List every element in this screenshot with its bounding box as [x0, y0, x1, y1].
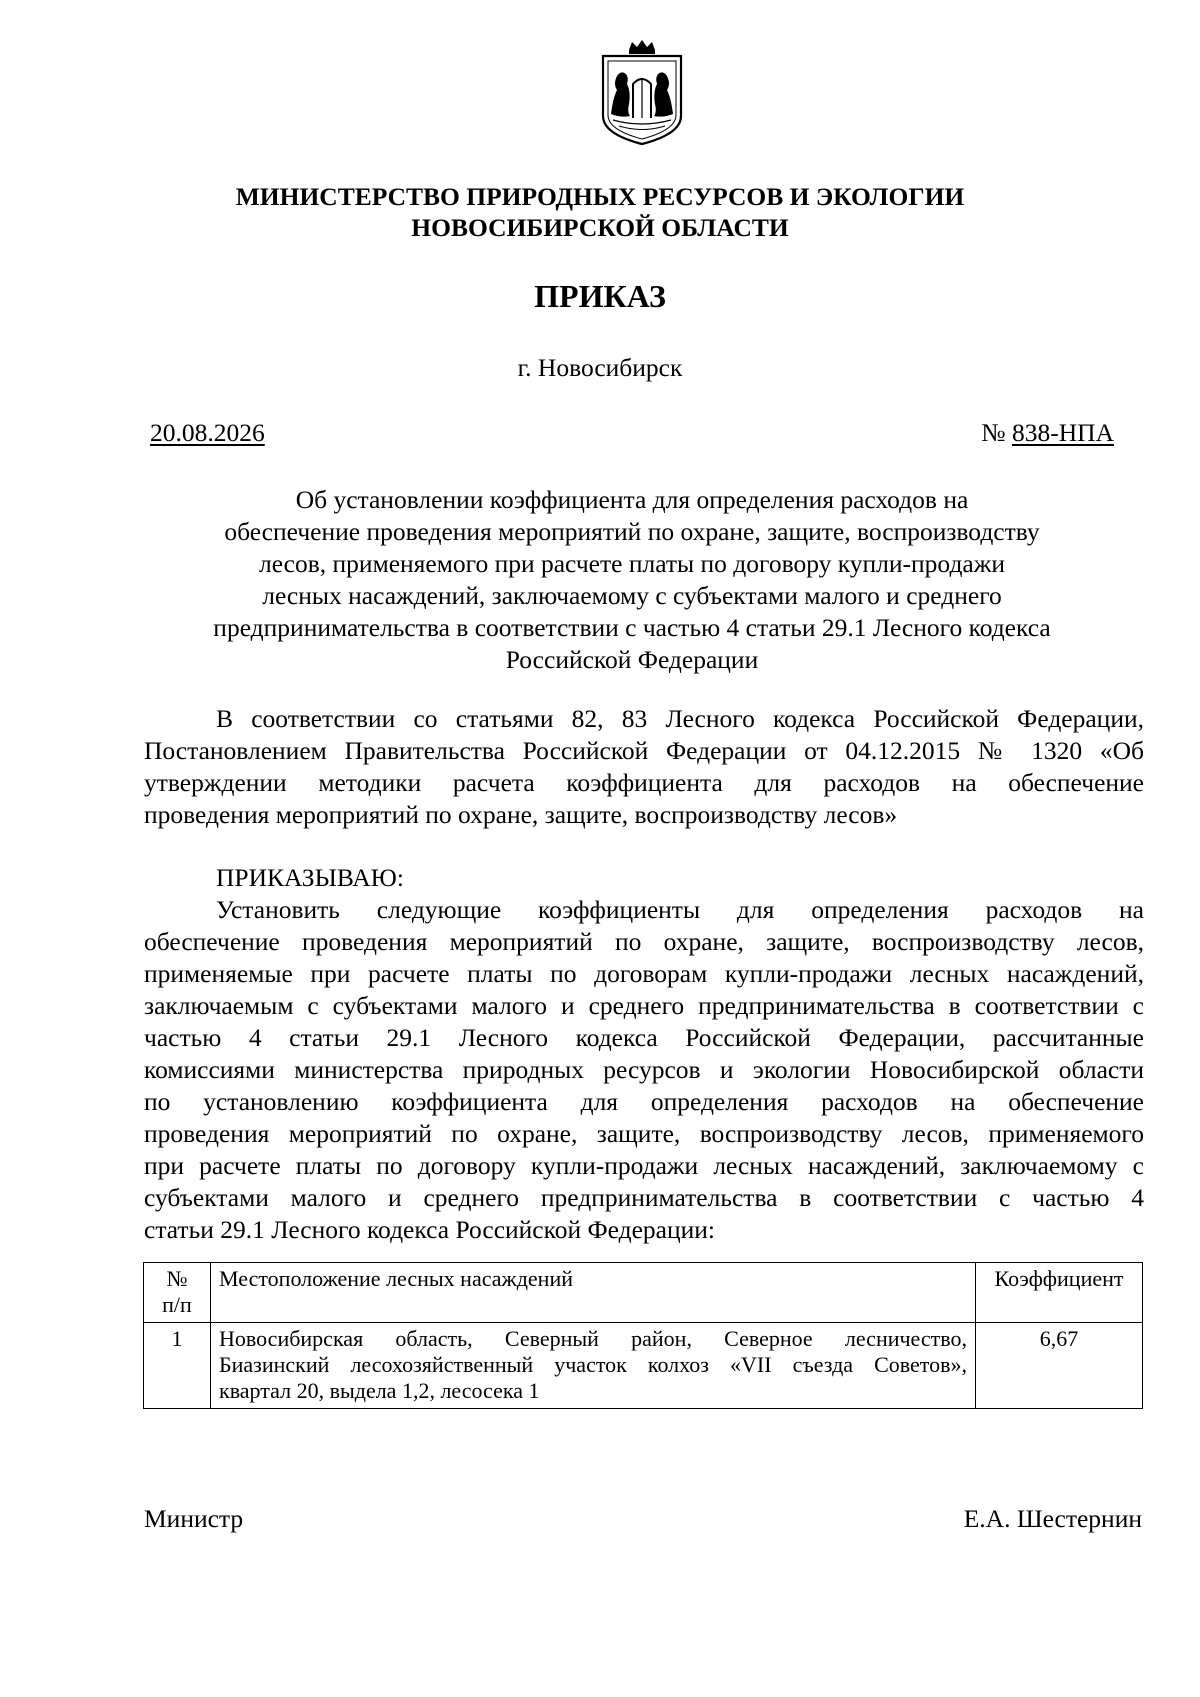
- document-type-title: ПРИКАЗ: [534, 278, 666, 314]
- header-num-line2: п/п: [162, 1292, 192, 1317]
- document-city: г. Новосибирск: [517, 353, 683, 382]
- row-num: 1: [144, 1323, 211, 1409]
- document-number: [981, 418, 1114, 448]
- main-line: Установить следующие коэффициенты для определения расходов на: [216, 895, 1144, 924]
- subject-line: обеспечение проведения мероприятий по охране, защите, воспроизводству: [224, 517, 1040, 546]
- document-date: 20.08.2026: [150, 418, 265, 447]
- header-location: Местоположение лесных насаждений: [211, 1263, 976, 1323]
- subject-line: Об установлении коэффициента для определения расходов на: [295, 485, 969, 514]
- subject-line: лесов, применяемого при расчете платы по договору купли-продажи: [259, 549, 1005, 578]
- main-line: статьи 29.1 Лесного кодекса Российской Федерации:: [144, 1215, 715, 1244]
- subject-line: предпринимательства в соответствии с частью 4 статьи 29.1 Лесного кодекса: [213, 613, 1051, 642]
- main-line: обеспечение проведения мероприятий по охране, защите, воспроизводству лесов,: [144, 927, 1144, 956]
- preamble-line: В соответствии со статьями 82, 83 Лесного кодекса Российской Федерации,: [216, 704, 1144, 733]
- order-word: ПРИКАЗЫВАЮ:: [216, 863, 404, 892]
- header-num: [144, 1263, 211, 1323]
- signatory-name: Е.А. Шестернин: [963, 1504, 1142, 1533]
- number-prefix: №: [981, 418, 1006, 447]
- preamble-line: Постановлением Правительства Российской Федерации от 04.12.2015 № 1320 «Об: [144, 736, 1144, 765]
- coefficient-table: [143, 1262, 1143, 1409]
- number-value: 838-НПА: [1012, 418, 1114, 447]
- subject-line: Российской Федерации: [505, 645, 759, 674]
- main-line: по установлению коэффициента для определения расходов на обеспечение: [144, 1087, 1144, 1116]
- main-order-paragraph: [144, 894, 1144, 1246]
- main-line: применяемые при расчете платы по договорам купли-продажи лесных насаждений,: [144, 959, 1144, 988]
- preamble-paragraph: [144, 703, 1144, 831]
- location-line: квартал 20, выдела 1,2, лесосека 1: [219, 1378, 540, 1403]
- preamble-line: проведения мероприятий по охране, защите, воспроизводству лесов»: [144, 800, 898, 829]
- document-subject: [150, 484, 1114, 676]
- main-line: частью 4 статьи 29.1 Лесного кодекса Российской Федерации, рассчитанные: [144, 1023, 1144, 1052]
- coat-of-arms-icon: [599, 38, 685, 146]
- table-header-row: [144, 1263, 1143, 1323]
- row-location: [211, 1323, 976, 1409]
- main-line: проведения мероприятий по охране, защите, воспроизводству лесов, применяемого: [144, 1119, 1144, 1148]
- main-line: комиссиями министерства природных ресурсов и экологии Новосибирской области: [144, 1055, 1144, 1084]
- location-line: Биазинский лесохозяйственный участок колхоз «VII съезда Советов»,: [219, 1352, 967, 1377]
- table-row: [144, 1323, 1143, 1409]
- subject-line: лесных насаждений, заключаемому с субъектами малого и среднего: [262, 581, 1002, 610]
- ministry-name-line-2: НОВОСИБИРСКОЙ ОБЛАСТИ: [411, 213, 789, 242]
- header-coefficient: Коэффициент: [976, 1263, 1143, 1323]
- ministry-name-line-1: МИНИСТЕРСТВО ПРИРОДНЫХ РЕСУРСОВ И ЭКОЛОГИИ: [235, 182, 965, 211]
- main-line: заключаемым с субъектами малого и среднего предпринимательства в соответствии с: [144, 991, 1144, 1020]
- main-line: субъектами малого и среднего предпринимательства в соответствии с частью 4: [144, 1183, 1144, 1212]
- preamble-line: утверждении методики расчета коэффициента для расходов на обеспечение: [144, 768, 1144, 797]
- main-line: при расчете платы по договору купли-продажи лесных насаждений, заключаемому с: [144, 1151, 1144, 1180]
- signatory-title: Министр: [144, 1504, 244, 1533]
- header-num-line1: №: [166, 1266, 188, 1291]
- location-line: Новосибирская область, Северный район, Северное лесничество,: [219, 1326, 967, 1351]
- row-coefficient: 6,67: [976, 1323, 1143, 1409]
